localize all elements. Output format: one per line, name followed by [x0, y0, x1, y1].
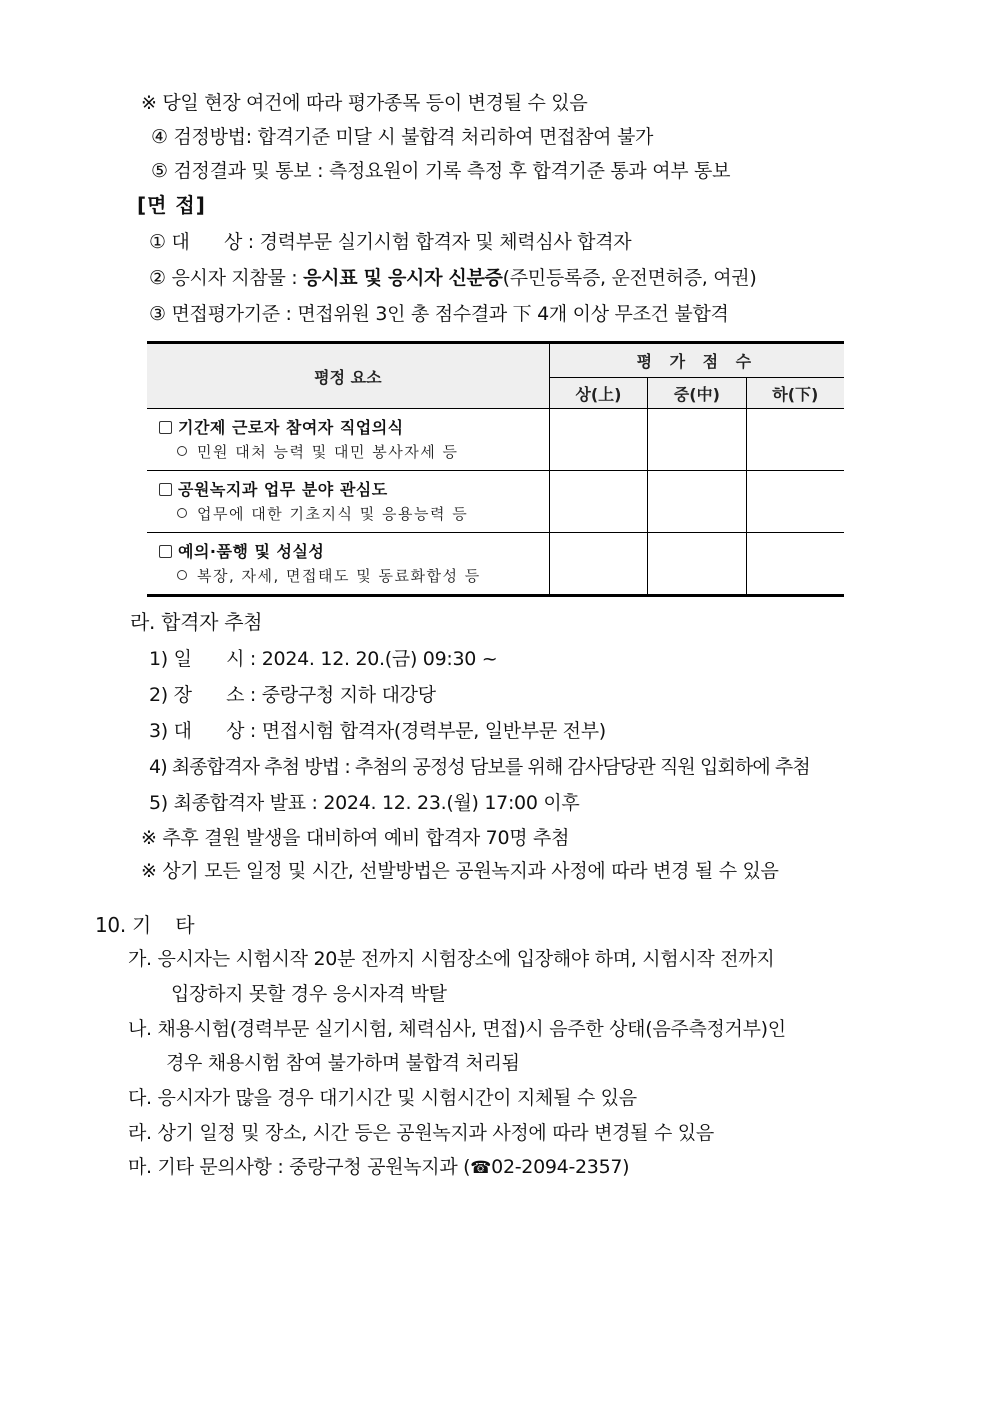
- header-score-mid: 중(中): [648, 378, 746, 409]
- table-row: [147, 533, 844, 596]
- table-row: [147, 471, 844, 533]
- interview-belongings: [149, 266, 756, 290]
- belongings-rest: (주민등록증, 운전면허증, 여권): [502, 267, 757, 289]
- others-item-e: [128, 1155, 629, 1180]
- belongings-label: ② 응시자 지참물 :: [149, 267, 304, 289]
- lottery-place-label: 2) 장 소: [149, 684, 245, 706]
- lottery-announcement-text: : 2024. 12. 23.(월) 17:00 이후: [305, 792, 580, 814]
- lottery-note-reserve: ※ 추후 결원 발생을 대비하여 예비 합격자 70명 추첨: [141, 827, 570, 849]
- interview-target-text: : 경력부문 실기시험 합격자 및 체력심사 합격자: [242, 231, 632, 253]
- checkbox-icon: [159, 483, 172, 496]
- score-high-cell[interactable]: [549, 409, 647, 471]
- lottery-target-text: : 면접시험 합격자(경력부문, 일반부문 전부): [244, 720, 606, 742]
- note-change: ※ 당일 현장 여건에 따라 평가종목 등이 변경될 수 있음: [141, 92, 588, 114]
- others-item-b-line1: 나. 채용시험(경력부문 실기시험, 체력심사, 면접)시 음주한 상태(음주측정거부)인: [128, 1018, 786, 1040]
- belongings-bold: 응시표 및 응시자 신분증: [303, 267, 503, 289]
- lottery-announcement: [149, 791, 579, 815]
- item-sub: 민원 대처 능력 및 대민 봉사자세 등: [197, 442, 459, 461]
- evaluation-item: [147, 471, 549, 533]
- others-heading: 10. 기 타: [95, 913, 195, 937]
- lottery-note-change: ※ 상기 모든 일정 및 시간, 선발방법은 공원녹지과 사정에 따라 변경 될 수 있음: [141, 860, 779, 882]
- lottery-date-label: 1) 일 시: [149, 648, 245, 670]
- lottery-target: [149, 719, 606, 743]
- score-low-cell[interactable]: [746, 409, 844, 471]
- score-mid-cell[interactable]: [648, 471, 746, 533]
- interview-criteria: ③ 면접평가기준 : 면접위원 3인 총 점수결과 下 4개 이상 무조건 불합격: [149, 303, 729, 325]
- lottery-method-label: 4) 최종합격자 추첨 방법: [149, 756, 340, 778]
- lottery-method: [149, 755, 810, 779]
- score-high-cell[interactable]: [549, 471, 647, 533]
- item-sub: 업무에 대한 기초지식 및 응용능력 등: [197, 504, 469, 523]
- score-high-cell[interactable]: [549, 533, 647, 596]
- test-result: ⑤ 검정결과 및 통보 : 측정요원이 기록 측정 후 합격기준 통과 여부 통보: [151, 160, 731, 182]
- score-low-cell[interactable]: [746, 471, 844, 533]
- contact-prefix: 마. 기타 문의사항 : 중랑구청 공원녹지과 (: [128, 1156, 471, 1178]
- evaluation-table: [147, 341, 844, 597]
- header-score-high: 상(上): [549, 378, 647, 409]
- lottery-place: [149, 683, 436, 707]
- checkbox-icon: [159, 421, 172, 434]
- lottery-target-label: 3) 대 상: [149, 720, 245, 742]
- header-score: 평 가 점 수: [549, 343, 844, 378]
- item-sub: 복장, 자세, 면접태도 및 동료화합성 등: [197, 566, 481, 585]
- lottery-date-text: : 2024. 12. 20.(금) 09:30 ~: [244, 648, 498, 670]
- interview-target-label: ① 대 상: [149, 231, 243, 253]
- others-item-a-line1: 가. 응시자는 시험시작 20분 전까지 시험장소에 입장해야 하며, 시험시작 전까지: [128, 948, 775, 970]
- lottery-heading: 라. 합격자 추첨: [130, 610, 263, 634]
- header-score-low: 하(下): [746, 378, 844, 409]
- score-mid-cell[interactable]: [648, 533, 746, 596]
- contact-phone: 02-2094-2357: [491, 1156, 623, 1178]
- lottery-method-text: : 추첨의 공정성 담보를 위해 감사담당관 직원 입회하에 추첨: [339, 756, 810, 778]
- interview-target: [149, 230, 631, 254]
- others-item-b-line2: 경우 채용시험 참여 불가하며 불합격 처리됨: [166, 1052, 520, 1074]
- evaluation-item: [147, 409, 549, 471]
- lottery-announcement-label: 5) 최종합격자 발표: [149, 792, 306, 814]
- test-method: ④ 검정방법: 합격기준 미달 시 불합격 처리하여 면접참여 불가: [151, 126, 654, 148]
- header-evaluation-item: 평정 요소: [147, 343, 549, 409]
- others-item-a-line2: 입장하지 못할 경우 응시자격 박탈: [171, 983, 447, 1005]
- circle-bullet-icon: [177, 446, 187, 456]
- checkbox-icon: [159, 545, 172, 558]
- item-title: 예의·품행 및 성실성: [178, 541, 325, 561]
- others-item-d: 라. 상기 일정 및 장소, 시간 등은 공원녹지과 사정에 따라 변경될 수 있음: [128, 1122, 714, 1144]
- score-low-cell[interactable]: [746, 533, 844, 596]
- circle-bullet-icon: [177, 508, 187, 518]
- score-mid-cell[interactable]: [648, 409, 746, 471]
- circle-bullet-icon: [177, 570, 187, 580]
- table-row: [147, 409, 844, 471]
- others-item-c: 다. 응시자가 많을 경우 대기시간 및 시험시간이 지체될 수 있음: [128, 1087, 637, 1109]
- evaluation-item: [147, 533, 549, 596]
- phone-icon: ☎: [470, 1158, 492, 1178]
- lottery-place-text: : 중랑구청 지하 대강당: [244, 684, 436, 706]
- contact-suffix: ): [622, 1156, 630, 1178]
- item-title: 공원녹지과 업무 분야 관심도: [178, 479, 388, 499]
- lottery-date: [149, 647, 497, 671]
- interview-heading: [면 접]: [137, 193, 206, 217]
- item-title: 기간제 근로자 참여자 직업의식: [178, 417, 404, 437]
